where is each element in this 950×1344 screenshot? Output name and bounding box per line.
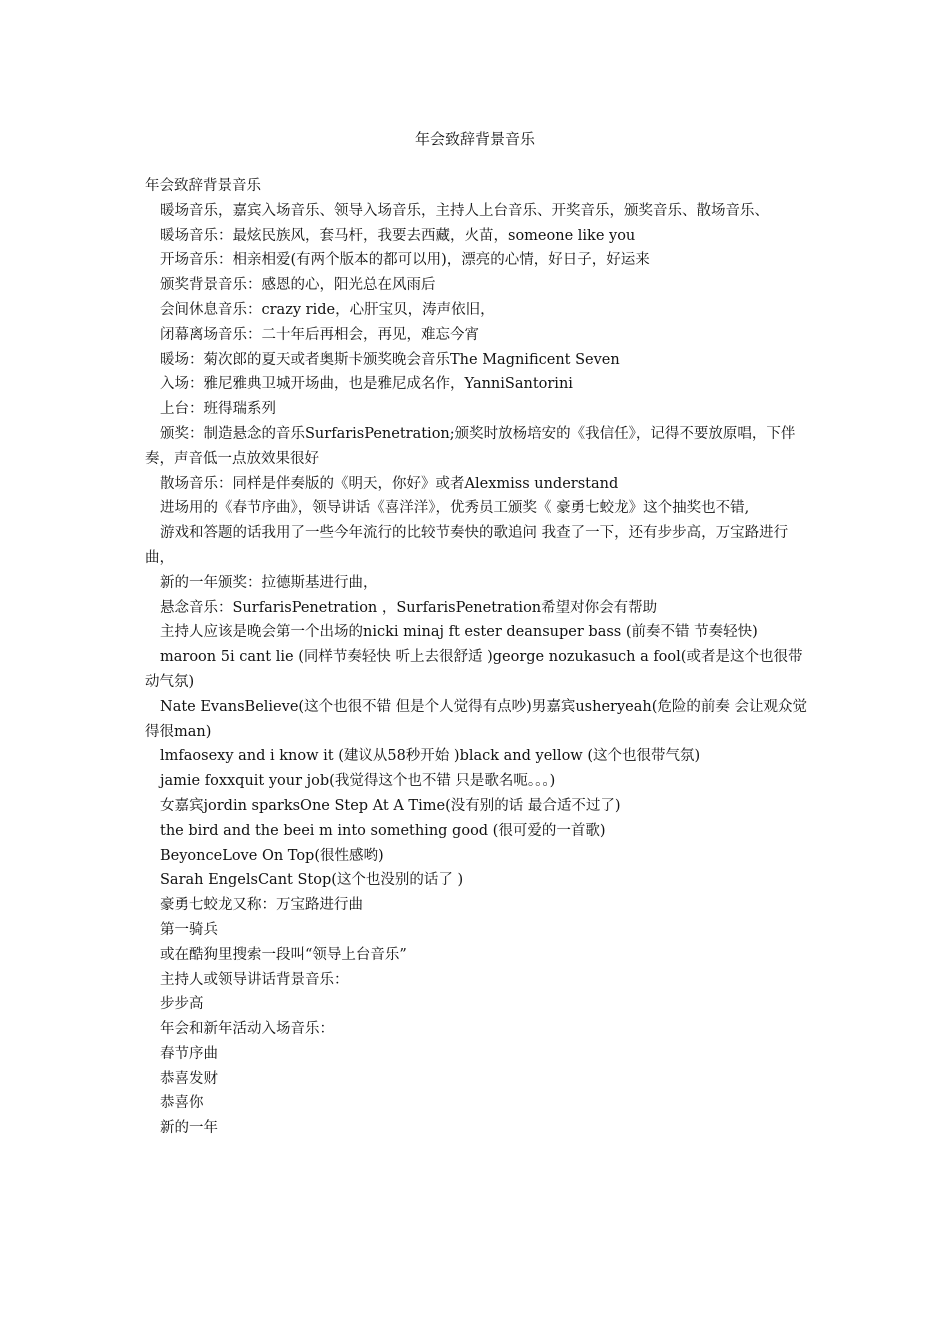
paragraph: Nate EvansBelieve(这个也很不错 但是个人觉得有点吵)男嘉宾usheryeah(危险的前奏 会让观众觉得很man): [145, 698, 807, 740]
paragraph: 颁奖：制造悬念的音乐SurfarisPenetration;颁奖时放杨培安的《我信任》，记得不要放原唱，下伴奏，声音低一点放效果很好: [145, 425, 796, 467]
paragraph: 豪勇七蛟龙又称：万宝路进行曲: [160, 897, 363, 914]
paragraph: 年会和新年活动入场音乐：: [160, 1021, 334, 1038]
paragraph: 散场音乐：同样是伴奏版的《明天，你好》或者Alexmiss understand: [160, 475, 619, 492]
paragraph: 新的一年: [160, 1120, 218, 1137]
paragraph: 入场：雅尼雅典卫城开场曲，也是雅尼成名作，YanniSantorini: [160, 376, 573, 393]
paragraph: 主持人应该是晚会第一个出场的nicki minaj ft ester deansuper bass (前奏不错 节奏轻快): [160, 624, 758, 641]
paragraph: maroon 5i cant lie (同样节奏轻快 听上去很舒适 )george nozukasuch a fool(或者是这个也很带动气氛): [145, 649, 803, 690]
body-heading: 年会致辞背景音乐: [145, 178, 261, 194]
paragraph: 暖场：菊次郎的夏天或者奥斯卡颁奖晚会音乐The Magnificent Seven: [160, 351, 620, 368]
paragraph: Sarah EngelsCant Stop(这个也没别的话了 ): [160, 872, 464, 889]
paragraph: 步步高: [160, 996, 204, 1013]
paragraph: 颁奖背景音乐：感恩的心，阳光总在风雨后: [160, 277, 436, 294]
paragraph: 暖场音乐，嘉宾入场音乐、领导入场音乐，主持人上台音乐、开奖音乐，颁奖音乐、散场音乐、: [160, 202, 769, 219]
paragraph: 或在酷狗里搜索一段叫“领导上台音乐”: [160, 946, 407, 963]
paragraph: 游戏和答题的话我用了一些今年流行的比较节奏快的歌追问 我查了一下，还有步步高，万宝路进行曲，: [145, 525, 789, 566]
paragraph: BeyonceLove On Top(很性感哟): [160, 847, 384, 864]
paragraph: 暖场音乐：最炫民族风，套马杆，我要去西藏，火苗，someone like you: [160, 227, 636, 244]
document-body: [145, 174, 807, 1141]
paragraph: 恭喜你: [160, 1095, 204, 1112]
paragraph: 进场用的《春节序曲》，领导讲话《喜洋洋》，优秀员工颁奖《 豪勇七蛟龙》这个抽奖也不错,: [160, 500, 750, 517]
paragraph: 悬念音乐：SurfarisPenetration ，SurfarisPenetration希望对你会有帮助: [160, 599, 658, 616]
paragraph: 第一骑兵: [160, 921, 218, 938]
paragraph: 春节序曲: [160, 1045, 218, 1062]
document-title: 年会致辞背景音乐: [414, 130, 535, 148]
paragraph: jamie foxxquit your job(我觉得这个也不错 只是歌名呃。。。): [160, 773, 556, 790]
paragraph: 上台：班得瑞系列: [160, 401, 276, 418]
paragraph: 新的一年颁奖：拉德斯基进行曲，: [160, 574, 378, 591]
paragraph: 闭幕离场音乐：二十年后再相会，再见，难忘今宵: [160, 326, 479, 343]
paragraph: lmfaosexy and i know it (建议从58秒开始 )black and yellow (这个也很带气氛): [160, 748, 701, 765]
paragraph: 女嘉宾jordin sparksOne Step At A Time(没有别的话 最合适不过了): [160, 797, 621, 814]
paragraph: 开场音乐：相亲相爱(有两个版本的都可以用)，漂亮的心情，好日子，好运来: [160, 252, 650, 269]
paragraph: the bird and the beei m into something good (很可爱的一首歌): [160, 822, 606, 839]
paragraph: 恭喜发财: [160, 1070, 218, 1087]
paragraph: 会间休息音乐：crazy ride，心肝宝贝，涛声依旧，: [160, 301, 495, 318]
paragraph: 主持人或领导讲话背景音乐：: [160, 971, 349, 988]
